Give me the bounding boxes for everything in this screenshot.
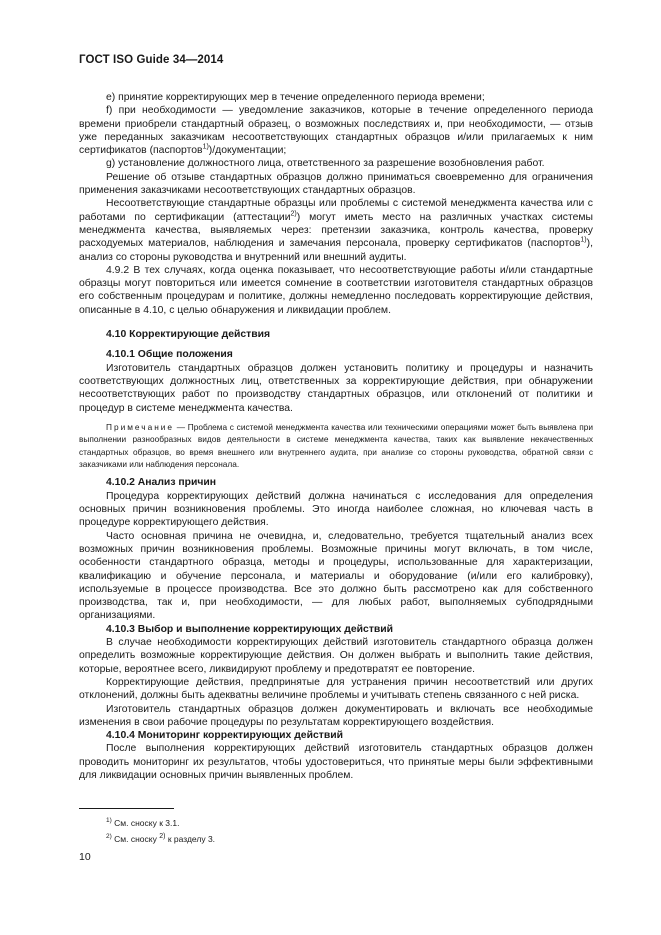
subsection-heading: 4.10.4 Мониторинг корректирующих действий [106,730,344,742]
paragraph: Часто основная причина не очевидна, и, следовательно, требуется тщательный анализ всех возможных причин возникновения проблемы. Возможные причины могут включать, в том числе, особенности стандартного образца, методы и процедуры, использованные для характеризации, квалификацию и обучение персонала, и материалы и оборудование (и/или его калибровку), используемые в процессе производства. Все это должно быть рассмотрено как для собственного производства, так и, при необходимости, — для любых работ, выполняемых субподрядными организациями. [79,530,593,622]
footnote-ref: 2) [159,833,166,841]
note-text: — Проблема с системой менеджмента качества или техническими операциями может быть выявлена при выполнении разнообразных видов деятельности в системе менеджмента качества, таких как выявление некачественных стандартных образцов, во время внешнего или внутреннего аудита, при анализе со стороны руководства, обратной связи с заказчиками или наблюдения персонала. [79,421,593,470]
paragraph: Процедура корректирующих действий должна начинаться с исследования для определения основных причин возникновения проблемы. Это иногда наиболее сложная, но ключевая часть в процедуре корректирующего действия. [79,490,593,529]
paragraph: Несоответствующие стандартные образцы или проблемы с системой менеджмента качества или с работами по сертификации (аттестации$^{2)}$) могут иметь место на различных участках системы менеджмента качества, выявляемых через: претензии заказчика, контроль качества, проверку расходуемых материалов, наблюдения и замечания персонала, проверку сертификатов (паспортов$^{1)}$), анализ со стороны руководства и внутренний или внешний аудиты. [79,198,593,263]
footnote-ref: 2) [290,210,297,218]
footnote-text: См. сноску [114,834,160,844]
main-content [79,91,593,782]
footnote-text: См. сноску к 3.1. [114,818,180,828]
footnote-ref: 1) [580,236,587,244]
footnote-ref: 1) [202,143,209,151]
footnote: $^{2)}$ См. сноску $^{2)}$ к разделу 3. [106,833,216,844]
paragraph: е) принятие корректирующих мер в течение определенного периода времени; [106,92,485,103]
paragraph: После выполнения корректирующих действий изготовитель стандартных образцов должен проводить мониторинг их результатов, чтобы удостовериться, что принятые меры были эффективными для ликвидации основных причин выявленных проблем. [79,743,593,781]
paragraph: Изготовитель стандартных образцов должен установить политику и процедуры и назначить соответствующих должностных лиц, ответственных за корректирующие действия, при обнаружении несоответствующих работ по производству стандартных образцов, или отклонений от политики и процедур в системе менеджмента качества. [79,362,593,414]
paragraph: f) при необходимости — уведомление заказчиков, которые в течение определенного периода времени приобрели стандартный образец, о возможных последствиях и, при необходимости, — отзыв уже переданных заказчикам несоответствующих стандартных образцов и/или прилагаемых к ним сертификатов (паспортов$^{1)}$)/документации; [79,105,593,157]
paragraph: Решение об отзыве стандартных образцов должно приниматься своевременно для ограничения применения заказчиками несоответствующих стандартных образцов. [79,171,593,197]
subsection-heading: 4.10.3 Выбор и выполнение корректирующих действий [106,623,394,635]
note [79,421,593,471]
footnotes [106,815,215,847]
paragraph: 4.9.2 В тех случаях, когда оценка показывает, что несоответствующие работы и/или стандартные образцы могут повториться или имеется сомнение в соответствии изготовителя стандартных образцов его собственным процедурам и политике, должны немедленно последовать корректирующие действия, описанные в 4.10, с целью обнаружения и ликвидации проблем. [79,264,593,316]
subsection-heading: 4.10.1 Общие положения [106,349,233,361]
footnote-number: 1) [106,817,112,825]
note-label: Примечание [106,421,175,432]
section-heading: 4.10 Корректирующие действия [106,329,271,341]
footnote [106,815,215,831]
page-number: 10 [79,851,91,863]
subsection-heading: 4.10.2 Анализ причин [106,477,217,489]
paragraph: Корректирующие действия, предпринятые для устранения причин несоответствий или других отклонений, должны быть адекватны величине проблемы и учитывать степень связанного с ней риска. [79,676,593,702]
document-header: ГОСТ ISO Guide 34—2014 [79,54,224,66]
paragraph: Изготовитель стандартных образцов должен документировать и включать все необходимые изменения в свои рабочие процедуры по результатам корректирующего воздействия. [79,703,593,728]
paragraph: g) установление должностного лица, ответственного за разрешение возобновления работ. [106,158,545,170]
paragraph: В случае необходимости корректирующих действий изготовитель стандартного образца должен определить возможные корректирующие действия. Он должен выбрать и выполнить такие действия, которые, вероятнее всего, ликвидируют проблему и предотвратят ее повторение. [79,637,593,675]
footnote-divider [79,808,174,809]
footnote-number: 2) [106,833,112,841]
